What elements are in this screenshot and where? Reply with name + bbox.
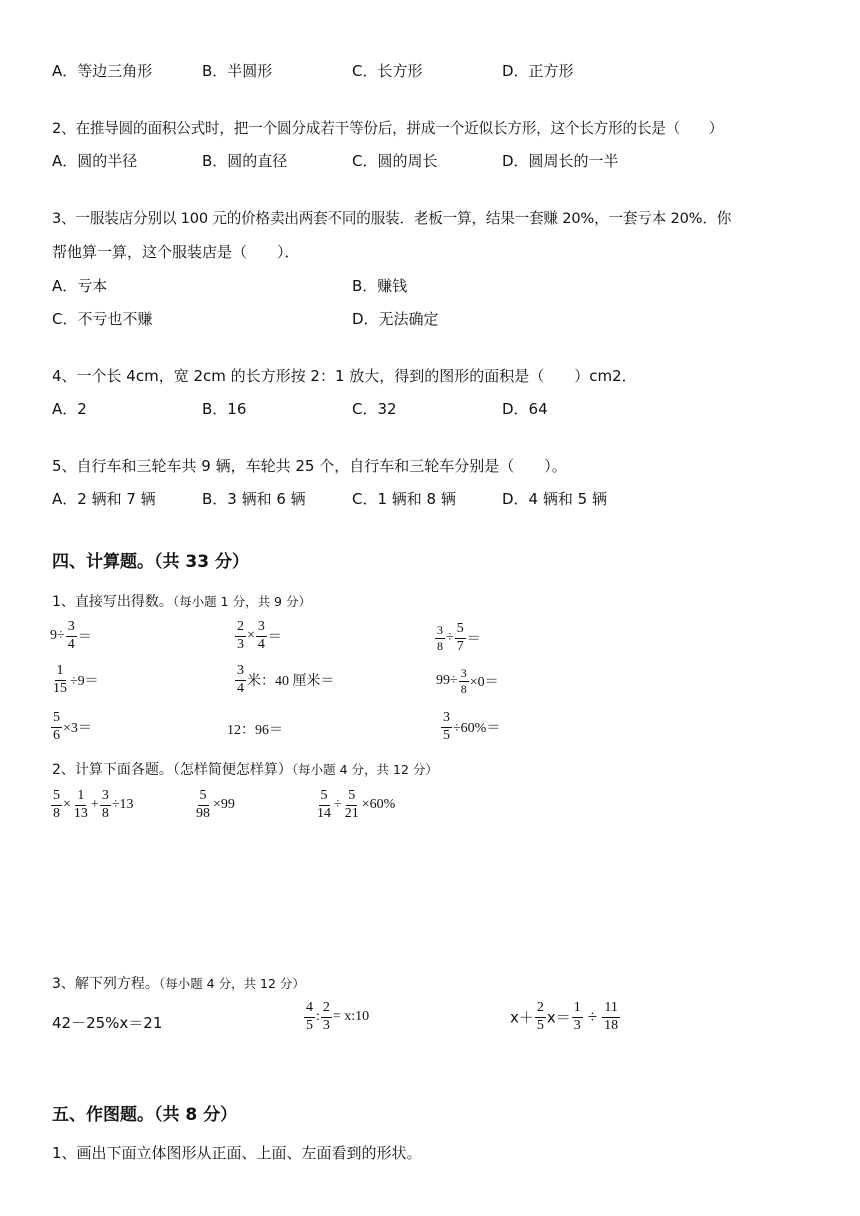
math-operator: ＝ [466, 632, 481, 648]
section5-question-1: 1、画出下面立体图形从正面、上面、左面看到的形状。 [52, 1144, 422, 1162]
fraction [100, 789, 111, 821]
fraction [51, 789, 62, 821]
fraction [343, 789, 361, 821]
numerator: 5 [455, 622, 466, 639]
denominator: 5 [306, 1017, 313, 1033]
q1-option-d: D．正方形 [502, 62, 574, 80]
q5-option-d: D．4 辆和 5 辆 [502, 490, 607, 508]
fraction [235, 620, 246, 652]
denominator: 4 [257, 636, 265, 652]
fraction [602, 1001, 620, 1033]
q5-option-b: B．3 辆和 6 辆 [202, 490, 306, 508]
section4-title: 四、计算题。（共 33 分） [52, 552, 249, 572]
denominator: 8 [53, 805, 60, 821]
q1-option-c: C．长方形 [352, 62, 423, 80]
q5-option-a: A．2 辆和 7 辆 [52, 490, 156, 508]
denominator: 6 [53, 727, 60, 743]
math-operator: + [90, 797, 99, 813]
q3-option-a: A．亏本 [52, 277, 108, 295]
math-operator: ＝ [77, 630, 92, 646]
math-operator: ÷60%＝ [453, 721, 501, 737]
denominator: 8 [460, 681, 467, 696]
numerator: 1 [75, 789, 86, 806]
section4-part2-heading [52, 759, 438, 779]
math-operator: : [316, 1009, 320, 1025]
q5-question: 5、自行车和三轮车共 9 辆，车轮共 25 个，自行车和三轮车分别是（ ）。 [52, 457, 567, 475]
part3-title: 3、解下列方程。 [52, 976, 159, 992]
q3-option-d: D．无法确定 [352, 310, 439, 328]
denominator: 4 [67, 636, 75, 652]
math-operator: ÷9＝ [70, 674, 99, 690]
denominator: 14 [317, 805, 331, 821]
oral-calc-7 [50, 711, 92, 743]
fraction [572, 1001, 583, 1033]
denominator: 21 [344, 805, 359, 821]
math-operator: ×99 [213, 797, 235, 813]
q1-option-a: A．等边三角形 [52, 62, 153, 80]
q2-option-b: B．圆的直径 [202, 152, 288, 170]
math-operator: ÷ [587, 1007, 598, 1027]
fraction [66, 620, 77, 652]
numerator: 3 [66, 620, 77, 637]
denominator: 3 [237, 636, 244, 652]
oral-calc-9 [440, 711, 500, 743]
numerator: 1 [55, 664, 66, 681]
math-operator: = x:10 [332, 1009, 370, 1025]
numerator: 3 [460, 666, 467, 680]
numerator: 3 [235, 664, 246, 681]
fraction [235, 664, 246, 696]
fraction [72, 789, 90, 821]
numerator: 5 [319, 789, 330, 806]
part2-note: （每小题 4 分，共 12 分） [291, 762, 438, 777]
numerator: 3 [441, 711, 452, 728]
fraction [51, 664, 69, 696]
q3-option-b: B．赚钱 [352, 277, 408, 295]
part3-note: （每小题 4 分，共 12 分） [158, 976, 305, 991]
math-operator: 99÷ [436, 673, 458, 689]
math-operator: x＝ [546, 1008, 571, 1027]
numerator: 2 [535, 1001, 546, 1018]
numerator: 3 [100, 789, 111, 806]
math-operator: ×3＝ [63, 721, 92, 737]
section4-part1-heading [52, 591, 311, 611]
simplify-calc-2 [193, 789, 235, 821]
denominator: 3 [573, 1017, 581, 1033]
q5-option-c: C．1 辆和 8 辆 [352, 490, 456, 508]
q2-option-c: C．圆的周长 [352, 152, 438, 170]
numerator: 5 [51, 711, 62, 728]
numerator: 5 [346, 789, 357, 806]
math-operator: ×60% [361, 797, 396, 813]
denominator: 18 [604, 1017, 619, 1033]
fraction [535, 1001, 546, 1033]
numerator: 2 [235, 620, 246, 637]
q4-option-a: A．2 [52, 400, 87, 418]
oral-calc-4 [50, 664, 99, 696]
oral-calc-6 [436, 667, 499, 695]
denominator: 7 [456, 638, 464, 654]
fraction [321, 1001, 332, 1033]
simplify-calc-3 [314, 789, 395, 821]
math-operator: ＝ [267, 630, 282, 646]
numerator: 1 [572, 1001, 583, 1018]
q4-option-c: C．32 [352, 400, 397, 418]
denominator: 13 [73, 805, 88, 821]
denominator: 4 [237, 680, 244, 696]
q4-option-b: B．16 [202, 400, 247, 418]
denominator: 3 [322, 1017, 330, 1033]
denominator: 15 [53, 680, 67, 696]
math-operator: × [247, 628, 255, 644]
fraction [194, 789, 212, 821]
equation-1: 42－25%x＝21 [52, 1014, 163, 1032]
q3-question-line2: 帮他算一算，这个服装店是（ ）． [52, 243, 300, 261]
fraction [315, 789, 333, 821]
math-operator: ×0＝ [469, 675, 499, 691]
oral-calc-8: 12：96＝ [227, 723, 283, 738]
simplify-calc-1 [50, 789, 134, 821]
numerator: 5 [198, 789, 209, 806]
math-operator: ÷ [446, 630, 454, 646]
math-operator: 9÷ [50, 628, 65, 644]
oral-calc-3 [434, 622, 481, 654]
math-operator: ÷ [334, 797, 342, 813]
q3-question-line1: 3、一服装店分别以 100 元的价格卖出两套不同的服装．老板一算，结果一套赚 20%，一套亏本 20%．你 [52, 210, 732, 227]
section4-part3-heading [52, 973, 305, 993]
oral-calc-5 [234, 664, 335, 696]
q2-option-d: D．圆周长的一半 [502, 152, 619, 170]
denominator: 5 [443, 727, 450, 743]
fraction [304, 1001, 315, 1033]
denominator: 5 [536, 1017, 544, 1033]
fraction [455, 622, 466, 654]
q3-option-c: C．不亏也不赚 [52, 310, 153, 328]
q4-option-d: D．64 [502, 400, 548, 418]
fraction [459, 667, 469, 695]
numerator: 4 [304, 1001, 315, 1018]
math-operator: × [63, 797, 71, 813]
part1-note: （每小题 1 分，共 9 分） [172, 594, 311, 609]
oral-calc-1 [50, 620, 92, 652]
oral-calc-2 [234, 620, 282, 652]
denominator: 98 [196, 805, 210, 821]
fraction [441, 711, 452, 743]
part2-title: 2、计算下面各题。（怎样简便怎样算） [52, 762, 292, 778]
equation-3 [510, 1001, 621, 1033]
fraction [435, 624, 445, 652]
numerator: 3 [437, 623, 443, 638]
q2-option-a: A．圆的半径 [52, 152, 138, 170]
fraction [256, 620, 267, 652]
q2-question: 2、在推导圆的面积公式时，把一个圆分成若干等份后，拼成一个近似长方形，这个长方形的长是（ ） [52, 120, 724, 137]
section5-title: 五、作图题。（共 8 分） [52, 1105, 238, 1125]
numerator: 2 [321, 1001, 332, 1018]
math-operator: 米：40 厘米＝ [247, 674, 335, 690]
part1-title: 1、直接写出得数。 [52, 594, 173, 610]
numerator: 5 [51, 789, 62, 806]
math-operator: x＋ [510, 1008, 534, 1027]
numerator: 11 [602, 1001, 619, 1018]
denominator: 8 [101, 805, 109, 821]
denominator: 8 [437, 638, 443, 653]
fraction [51, 711, 62, 743]
q4-question: 4、一个长 4cm，宽 2cm 的长方形按 2：1 放大，得到的图形的面积是（ ）cm2． [52, 367, 637, 385]
equation-2 [303, 1001, 369, 1033]
numerator: 3 [256, 620, 267, 637]
q1-option-b: B．半圆形 [202, 62, 273, 80]
math-operator: ÷13 [111, 797, 134, 813]
